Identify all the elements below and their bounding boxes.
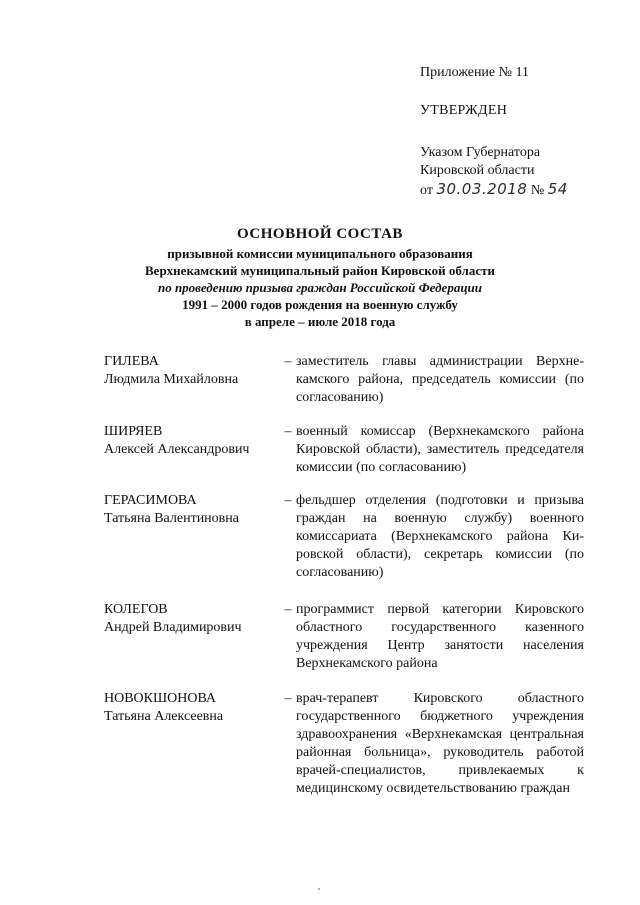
decree-date-line xyxy=(420,180,620,200)
member-description: заместитель главы администрации Верхнекамского района, председатель комиссии (по согласованию) xyxy=(296,354,584,405)
number-prefix: № xyxy=(530,183,545,198)
member-name xyxy=(104,423,280,459)
member-entry xyxy=(104,492,584,582)
member-given-names: Алексей Александрович xyxy=(104,442,250,457)
approved-label: УТВЕРЖДЕН xyxy=(420,103,508,118)
document-title: ОСНОВНОЙ СОСТАВ xyxy=(237,226,403,242)
member-dash: – xyxy=(284,424,292,439)
member-description: врач-терапевт Кировского областного государственного бюджетного учреждения здравоохранения «Верхнекамская центральная районная больница», руководитель работой врачей-специалистов, привлекаемых к медицинскому освидетельствованию граждан xyxy=(296,691,584,796)
member-entry xyxy=(104,353,584,407)
member-given-names: Татьяна Алексеевна xyxy=(104,709,224,724)
member-entry xyxy=(104,690,584,798)
member-dash: – xyxy=(284,354,292,369)
member-surname: ГЕРАСИМОВА xyxy=(104,493,197,508)
member-dash: – xyxy=(284,691,292,706)
title-line-3: по проведению призыва граждан Российской Федерации xyxy=(157,280,483,295)
title-line-4: 1991 – 2000 годов рождения на военную службу xyxy=(182,297,458,312)
member-surname: ГИЛЕВА xyxy=(104,354,159,369)
member-given-names: Людмила Михайловна xyxy=(104,372,239,387)
member-name xyxy=(104,492,280,528)
member-given-names: Андрей Владимирович xyxy=(104,620,242,635)
member-entry xyxy=(104,601,584,673)
member-surname: ШИРЯЕВ xyxy=(104,424,163,439)
member-dash: – xyxy=(284,493,292,508)
page-dot-mark xyxy=(318,888,320,890)
decree-line-2: Кировской области xyxy=(420,163,535,178)
date-prefix: от xyxy=(420,183,433,198)
handwritten-number: 54 xyxy=(547,180,568,198)
title-line-1: призывной комиссии муниципального образования xyxy=(167,246,473,261)
title-line-5: в апреле – июле 2018 года xyxy=(244,314,396,329)
member-list xyxy=(104,353,584,798)
member-description: военный комиссар (Верхнекамского района Кировской области), заместитель председателя комиссии (по согласованию) xyxy=(296,424,584,475)
member-given-names: Татьяна Валентиновна xyxy=(104,511,239,526)
member-description: фельдшер отделения (подготовки и призыва граждан на военную службу) военного комиссариата (Верхнекамского района Кировской области), секретарь комиссии (по согласованию) xyxy=(296,493,584,580)
member-description: программист первой категории Кировского областного государственного казенного учреждения Центр занятости населения Верхнекамского района xyxy=(296,602,584,671)
member-entry xyxy=(104,423,584,477)
member-surname: КОЛЕГОВ xyxy=(104,602,168,617)
decree-line-1: Указом Губернатора xyxy=(420,145,541,160)
member-dash: – xyxy=(284,602,292,617)
member-name xyxy=(104,690,280,726)
document-title-block xyxy=(90,226,550,330)
member-name xyxy=(104,601,280,637)
annex-label: Приложение № 11 xyxy=(420,65,529,80)
member-surname: НОВОКШОНОВА xyxy=(104,691,217,706)
title-line-2: Верхнекамский муниципальный район Кировской области xyxy=(145,263,495,278)
handwritten-date: 30.03.2018 xyxy=(436,180,528,198)
approval-block xyxy=(420,64,620,200)
member-name xyxy=(104,353,280,389)
